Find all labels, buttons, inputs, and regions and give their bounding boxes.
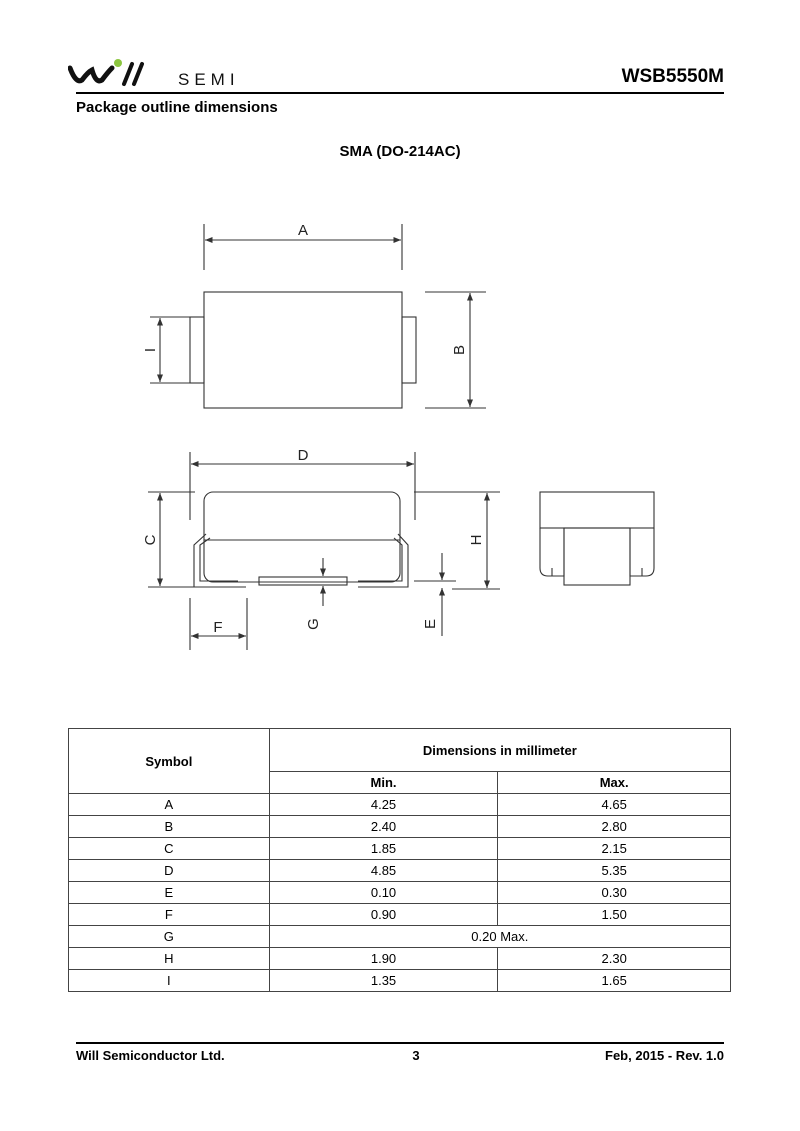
row-symbol: H (69, 948, 270, 970)
table-row (69, 794, 731, 816)
row-min: 1.90 (269, 948, 498, 970)
label-a: A (297, 222, 309, 239)
table-row (69, 948, 731, 970)
label-h: H (468, 534, 485, 546)
row-min: 0.90 (269, 904, 498, 926)
row-symbol: B (69, 816, 270, 838)
row-min: 0.10 (269, 882, 498, 904)
top-view (150, 224, 486, 408)
logo-text: SEMI (178, 70, 240, 88)
row-max: 2.80 (498, 816, 731, 838)
footer-rule (76, 1042, 724, 1044)
row-symbol: G (69, 926, 270, 948)
row-max: 2.15 (498, 838, 731, 860)
row-max: 5.35 (498, 860, 731, 882)
table-row (69, 904, 731, 926)
row-symbol: A (69, 794, 270, 816)
row-symbol: F (69, 904, 270, 926)
label-b: B (451, 344, 468, 356)
table-row (69, 816, 731, 838)
section-title: Package outline dimensions (76, 99, 278, 116)
table-row (69, 926, 731, 948)
dimensions-table (68, 728, 731, 992)
row-max: 0.30 (498, 882, 731, 904)
row-min: 1.85 (269, 838, 498, 860)
symbol-header: Symbol (69, 729, 270, 794)
row-combined: 0.20 Max. (269, 926, 730, 948)
label-f: F (213, 619, 223, 636)
row-min: 1.35 (269, 970, 498, 992)
label-d: D (297, 447, 309, 464)
row-symbol: I (69, 970, 270, 992)
min-header: Min. (269, 772, 498, 794)
row-max: 4.65 (498, 794, 731, 816)
max-header: Max. (498, 772, 731, 794)
row-max: 1.50 (498, 904, 731, 926)
row-min: 2.40 (269, 816, 498, 838)
row-max: 2.30 (498, 948, 731, 970)
package-title: SMA (DO-214AC) (339, 143, 461, 160)
row-max: 1.65 (498, 970, 731, 992)
dims-header: Dimensions in millimeter (269, 729, 730, 772)
label-c: C (142, 534, 159, 546)
label-e: E (422, 618, 439, 630)
end-view (540, 492, 654, 585)
footer-company: Will Semiconductor Ltd. (76, 1048, 225, 1063)
table-row (69, 970, 731, 992)
table-row (69, 882, 731, 904)
row-min: 4.25 (269, 794, 498, 816)
part-number: WSB5550M (621, 66, 724, 87)
label-i: I (142, 347, 159, 353)
footer-page-number: 3 (412, 1048, 420, 1063)
table-row (69, 860, 731, 882)
label-g: G (305, 618, 322, 630)
footer-revision: Feb, 2015 - Rev. 1.0 (605, 1048, 724, 1063)
row-symbol: E (69, 882, 270, 904)
side-view (148, 452, 500, 650)
table-row (69, 838, 731, 860)
row-symbol: C (69, 838, 270, 860)
row-symbol: D (69, 860, 270, 882)
row-min: 4.85 (269, 860, 498, 882)
